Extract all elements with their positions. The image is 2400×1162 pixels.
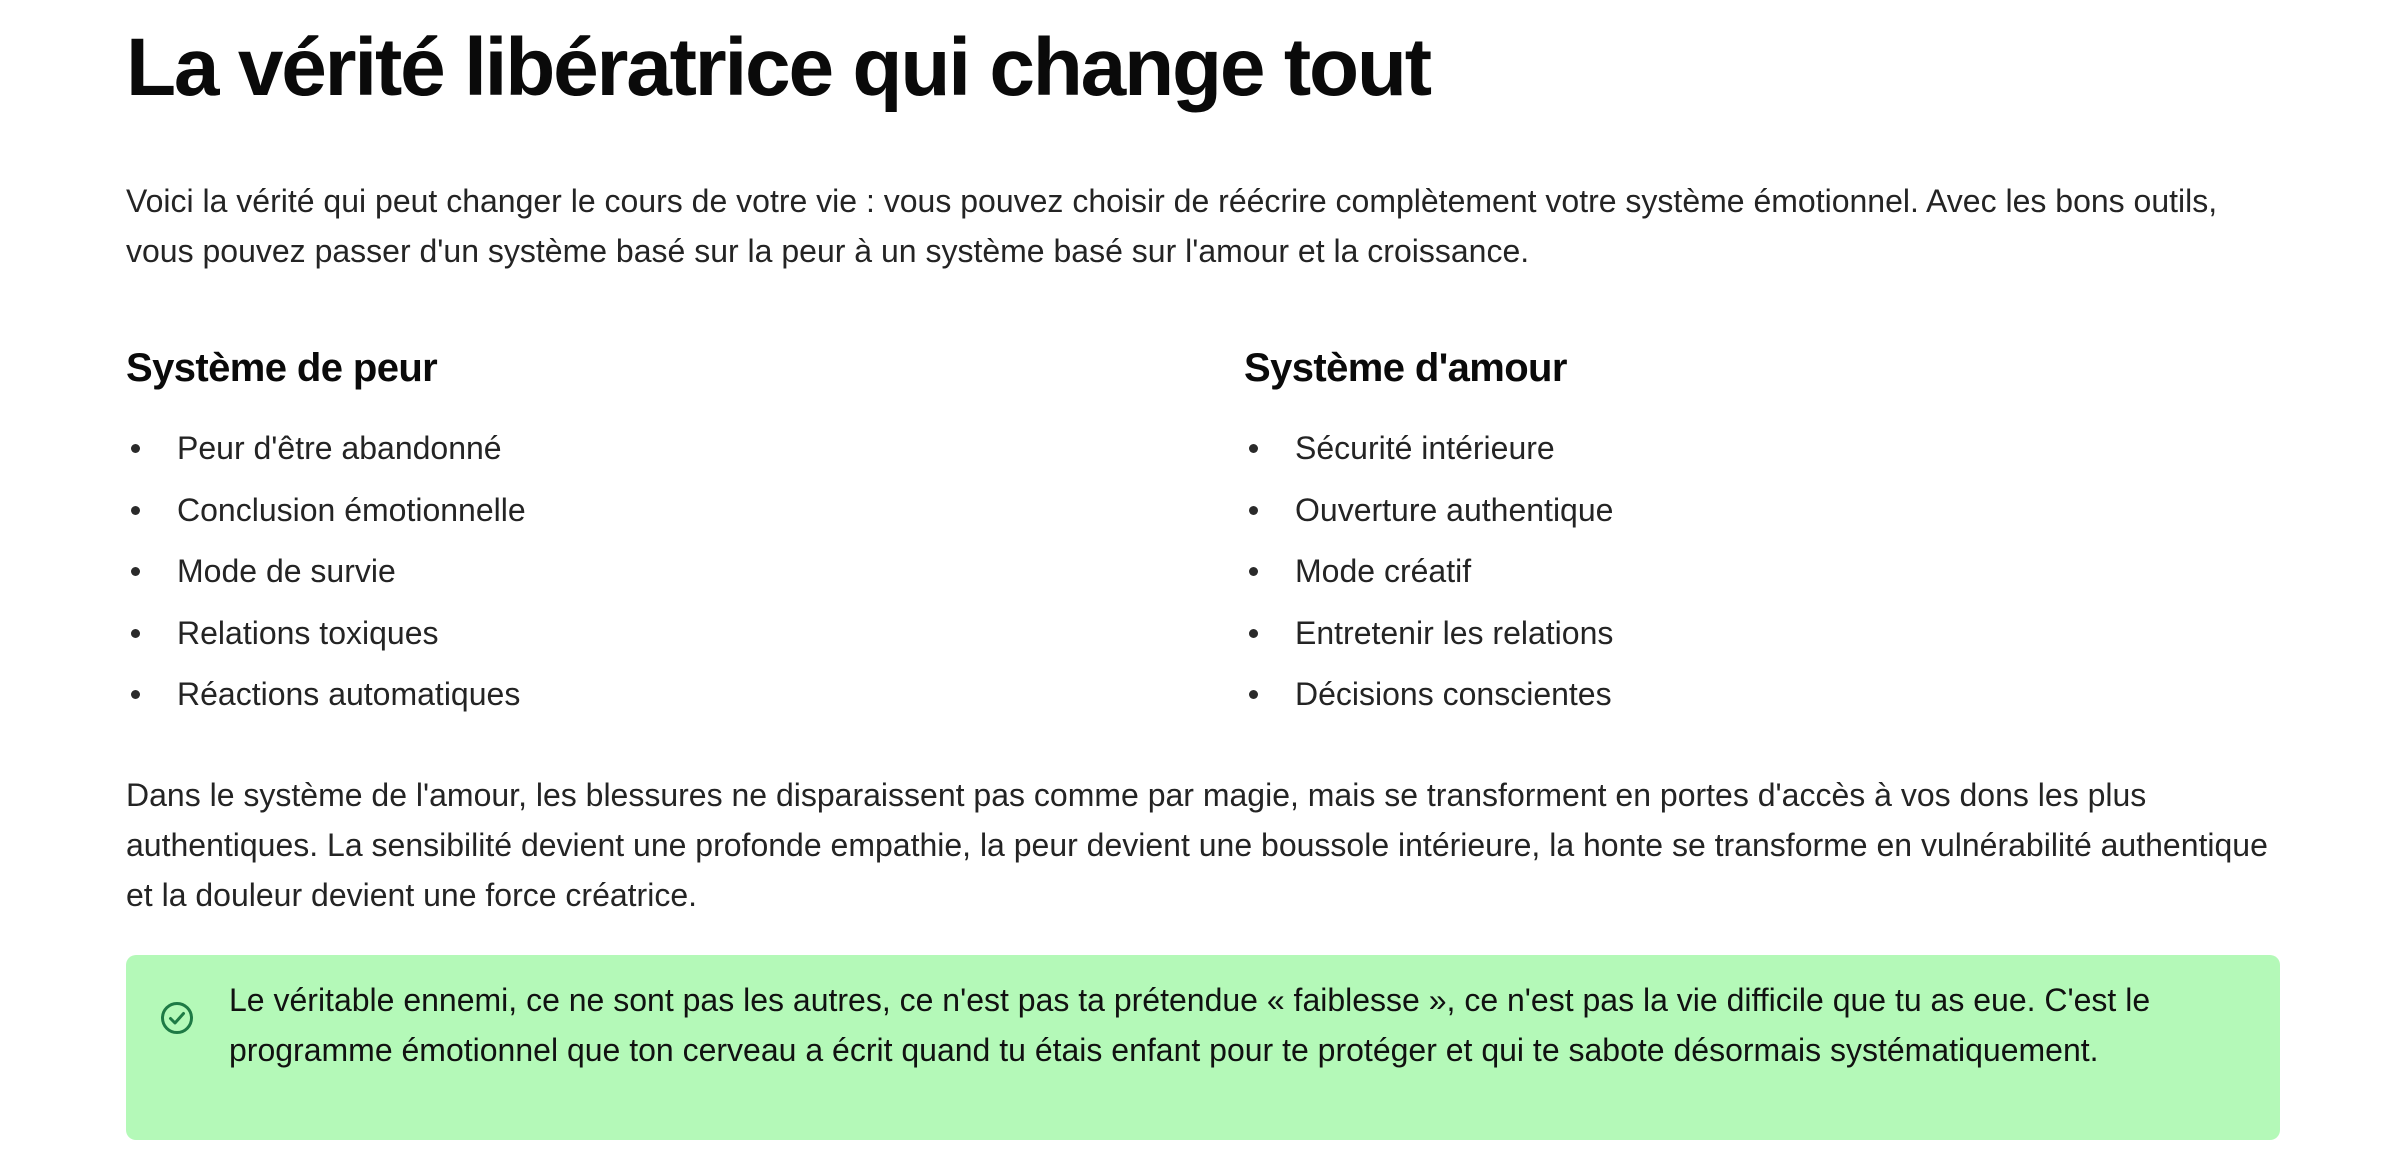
fear-system-heading: Système de peur <box>126 346 438 390</box>
list-item <box>126 613 526 675</box>
list-item <box>1244 551 1613 613</box>
list-item <box>126 490 526 552</box>
bullet-icon <box>131 444 140 453</box>
bullet-icon <box>1249 506 1258 515</box>
love-system-list <box>1244 428 1613 736</box>
bullet-icon <box>1249 690 1258 699</box>
fear-system-column <box>126 338 1126 712</box>
list-item <box>126 551 526 613</box>
bullet-icon <box>131 506 140 515</box>
list-item <box>126 674 526 736</box>
callout-box <box>126 955 2280 1140</box>
list-item-label: Conclusion émotionnelle <box>177 491 526 528</box>
list-item-label: Réactions automatiques <box>177 676 521 712</box>
bullet-icon <box>1249 444 1258 453</box>
intro-paragraph: Voici la vérité qui peut changer le cours de votre vie : vous pouvez choisir de réécrire complètement votre système émotionnel. Avec les bons outils, vous pouvez passer d'un système basé sur la peur à un système basé sur l'amour et la croissance. <box>126 183 2218 269</box>
list-item-label: Entretenir les relations <box>1295 614 1614 651</box>
love-system-heading: Système d'amour <box>1244 346 1567 390</box>
bullet-icon <box>131 629 140 638</box>
list-item-label: Mode de survie <box>177 553 396 589</box>
bullet-icon <box>1249 567 1258 576</box>
page-title: La vérité libératrice qui change tout <box>126 22 1430 113</box>
fear-system-list <box>126 428 526 736</box>
list-item <box>1244 613 1613 675</box>
list-item <box>1244 428 1613 490</box>
list-item-label: Relations toxiques <box>177 614 439 651</box>
list-item <box>1244 674 1613 736</box>
bullet-icon <box>131 567 140 576</box>
check-circle-icon <box>160 1001 194 1035</box>
callout-text: Le véritable ennemi, ce ne sont pas les autres, ce n'est pas ta prétendue « faiblesse », ce n'est pas la vie difficile que tu as eue. C'est le programme émotionnel que ton cerveau a écrit quand tu étais enfant pour te protéger et qui te sabote désormais systématiquement. <box>229 982 2151 1068</box>
list-item-label: Sécurité intérieure <box>1295 430 1555 466</box>
list-item <box>1244 490 1613 552</box>
list-item <box>126 428 526 490</box>
list-item-label: Mode créatif <box>1295 553 1472 589</box>
bullet-icon <box>1249 629 1258 638</box>
love-system-column <box>1244 338 2244 712</box>
list-item-label: Peur d'être abandonné <box>177 430 502 466</box>
list-item-label: Décisions conscientes <box>1295 676 1612 712</box>
closing-paragraph: Dans le système de l'amour, les blessures ne disparaissent pas comme par magie, mais se transforment en portes d'accès à vos dons les plus authentiques. La sensibilité devient une profonde empathie, la peur devient une boussole intérieure, la honte se transforme en vulnérabilité authentique et la douleur devient une force créatrice. <box>126 777 2268 913</box>
bullet-icon <box>131 690 140 699</box>
list-item-label: Ouverture authentique <box>1295 491 1614 528</box>
